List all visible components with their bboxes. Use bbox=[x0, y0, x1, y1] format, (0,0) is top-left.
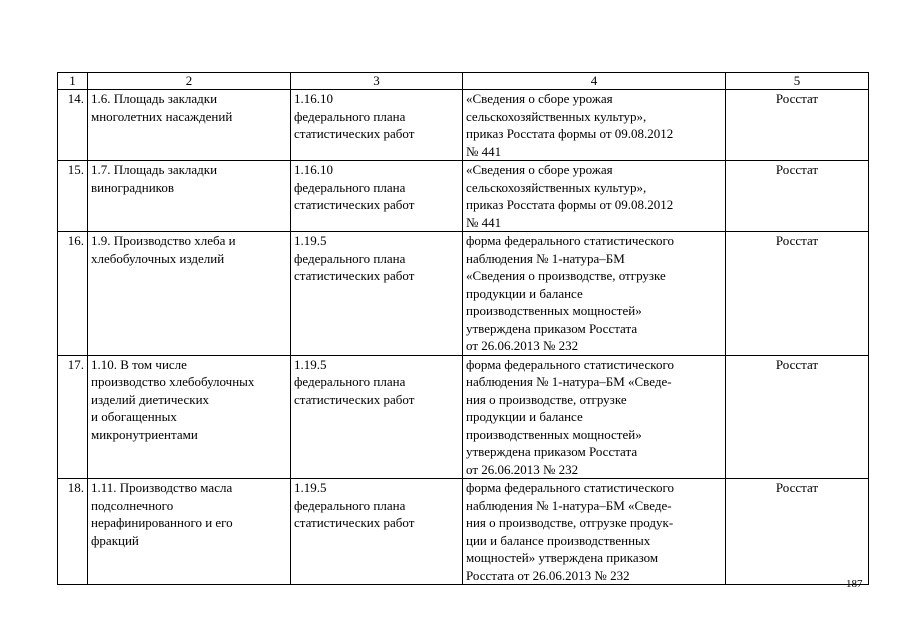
form-cell: форма федерального статистического наблюдения № 1-натура–БМ «Сведения о производстве, отгрузке продукции и балансе производственных мощностей» утверждена приказом Росстата от 26.06.2013 № 232 bbox=[463, 232, 726, 356]
column-header: 2 bbox=[88, 73, 291, 90]
source-cell: Росстат bbox=[726, 161, 869, 232]
column-header: 5 bbox=[726, 73, 869, 90]
row-number: 15. bbox=[58, 161, 88, 232]
table-row bbox=[58, 479, 869, 585]
source-cell: Росстат bbox=[726, 355, 869, 479]
source-cell: Росстат bbox=[726, 90, 869, 161]
header-row bbox=[58, 73, 869, 90]
plan-item-cell: 1.16.10 федерального плана статистических работ bbox=[291, 161, 463, 232]
plan-item-cell: 1.16.10 федерального плана статистических работ bbox=[291, 90, 463, 161]
indicator-cell: 1.7. Площадь закладки виноградников bbox=[88, 161, 291, 232]
column-header: 1 bbox=[58, 73, 88, 90]
column-header: 3 bbox=[291, 73, 463, 90]
form-cell: «Сведения о сборе урожая сельскохозяйственных культур», приказ Росстата формы от 09.08.2012 № 441 bbox=[463, 161, 726, 232]
form-cell: форма федерального статистического наблюдения № 1-натура–БМ «Сведе- ния о производстве, отгрузке продук- ции и балансе производственных мощностей» утверждена приказом Росстата от 26.06.2013 № 232 bbox=[463, 479, 726, 585]
indicator-cell: 1.6. Площадь закладки многолетних насаждений bbox=[88, 90, 291, 161]
form-cell: «Сведения о сборе урожая сельскохозяйственных культур», приказ Росстата формы от 09.08.2012 № 441 bbox=[463, 90, 726, 161]
indicator-cell: 1.10. В том числе производство хлебобулочных изделий диетических и обогащенных микронутриентами bbox=[88, 355, 291, 479]
source-cell: Росстат bbox=[726, 479, 869, 585]
row-number: 16. bbox=[58, 232, 88, 356]
plan-item-cell: 1.19.5 федерального плана статистических работ bbox=[291, 479, 463, 585]
plan-item-cell: 1.19.5 федерального плана статистических работ bbox=[291, 355, 463, 479]
row-number: 14. bbox=[58, 90, 88, 161]
table-row bbox=[58, 161, 869, 232]
row-number: 18. bbox=[58, 479, 88, 585]
form-cell: форма федерального статистического наблюдения № 1-натура–БМ «Сведе- ния о производстве, отгрузке продукции и балансе производственных мощностей» утверждена приказом Росстата от 26.06.2013 № 232 bbox=[463, 355, 726, 479]
page-number: 187 bbox=[846, 578, 863, 590]
table-row bbox=[58, 232, 869, 356]
source-cell: Росстат bbox=[726, 232, 869, 356]
row-number: 17. bbox=[58, 355, 88, 479]
table-row bbox=[58, 355, 869, 479]
indicator-cell: 1.11. Производство масла подсолнечного нерафинированного и его фракций bbox=[88, 479, 291, 585]
table-row bbox=[58, 90, 869, 161]
statistics-table bbox=[57, 72, 869, 585]
indicator-cell: 1.9. Производство хлеба и хлебобулочных изделий bbox=[88, 232, 291, 356]
column-header: 4 bbox=[463, 73, 726, 90]
plan-item-cell: 1.19.5 федерального плана статистических работ bbox=[291, 232, 463, 356]
